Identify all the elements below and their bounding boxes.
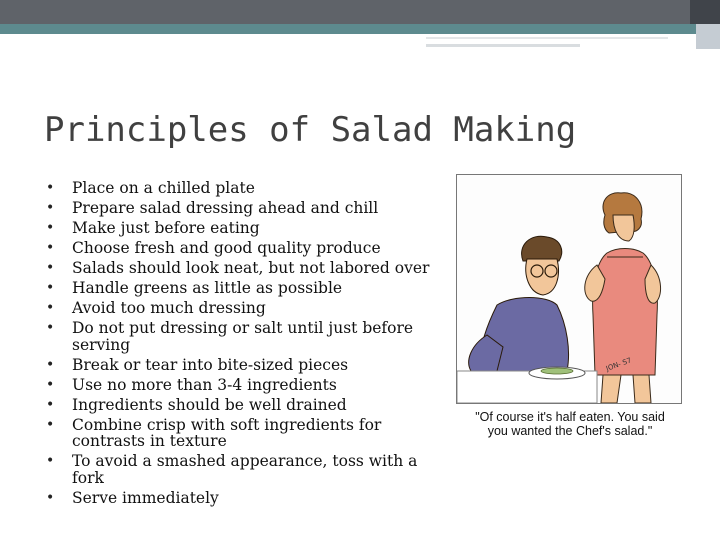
bullet-item: • Choose fresh and good quality produce [44,240,444,257]
cartoon-image [456,174,682,404]
decor-line-lower [426,44,580,47]
caption-line: you wanted the Chef's salad." [487,424,653,438]
bullet-item: • Salads should look neat, but not labored over [44,260,444,277]
top-band-corner [690,0,720,24]
bullet-item: • Do not put dressing or salt until just before serving [44,320,444,353]
teal-band [0,24,720,34]
cartoon-signature: JON- S7 [604,356,633,373]
top-band [0,0,720,24]
bullet-item: • Avoid too much dressing [44,300,444,317]
accent-block [696,24,720,49]
bullet-item: • Prepare salad dressing ahead and chill [44,200,444,217]
bullet-item: • Place on a chilled plate [44,180,444,197]
bullet-item: • Use no more than 3-4 ingredients [44,377,444,394]
bullet-item: • To avoid a smashed appearance, toss with a fork [44,453,444,486]
bullet-item: • Ingredients should be well drained [44,397,444,414]
cartoon-illustration [457,175,681,403]
bullet-item: • Combine crisp with soft ingredients for contrasts in texture [44,417,444,450]
bullet-item: • Serve immediately [44,490,444,507]
decor-line-upper [426,37,668,39]
slide-title: Principles of Salad Making [44,110,577,150]
bullet-item: • Handle greens as little as possible [44,280,444,297]
bullet-item: • Make just before eating [44,220,444,237]
cartoon-caption [452,410,688,438]
bullet-list [44,180,444,510]
caption-line: "Of course it's half eaten. You said [475,410,665,424]
bullet-item: • Break or tear into bite-sized pieces [44,357,444,374]
